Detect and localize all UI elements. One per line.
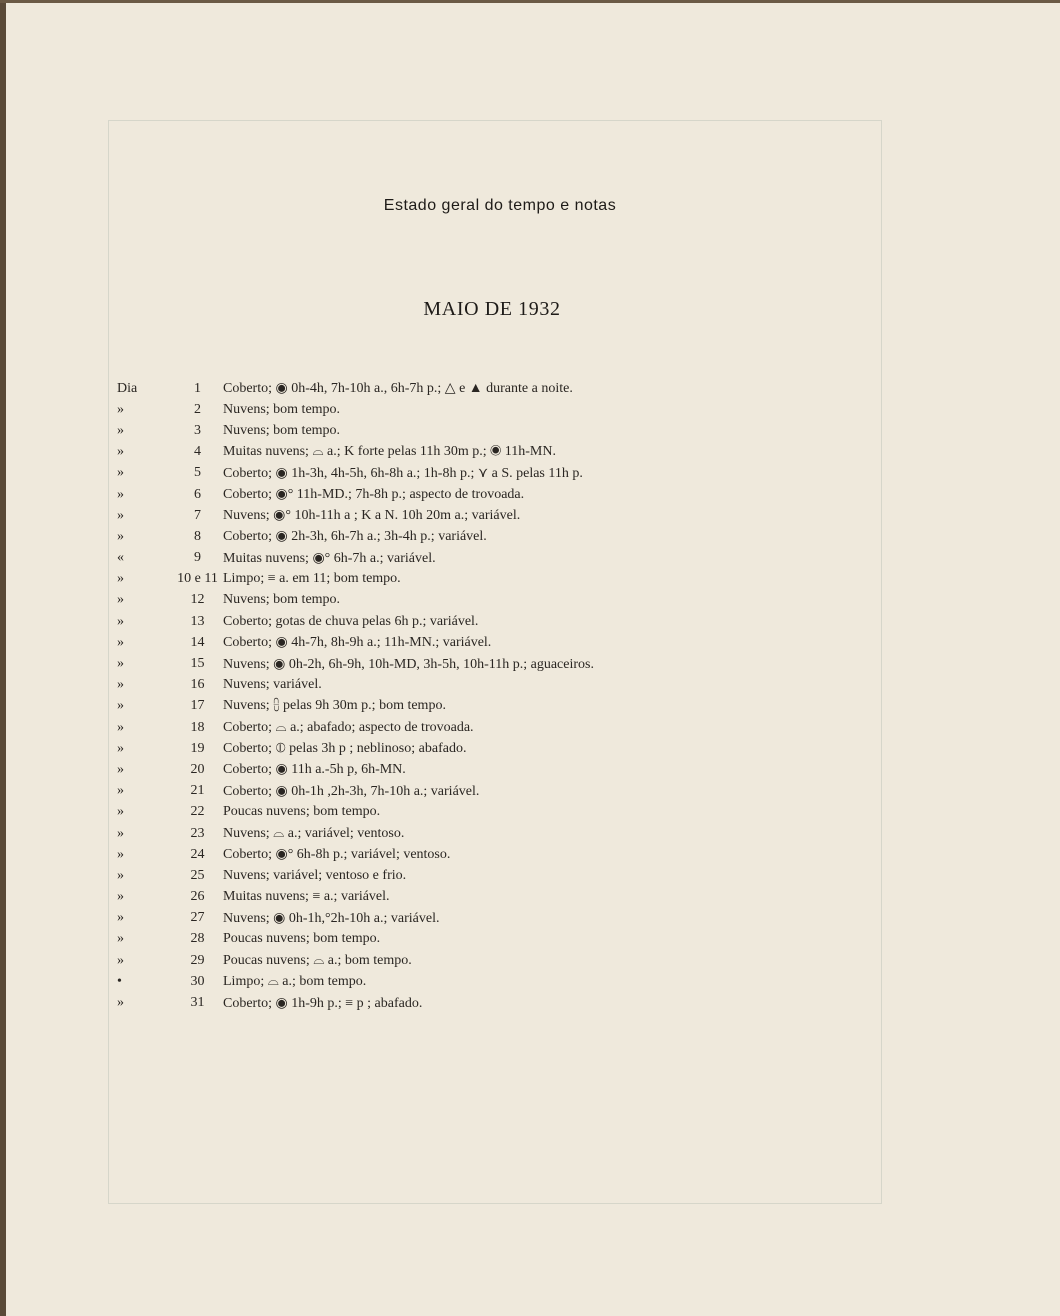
table-row [100,759,700,780]
ditto-mark: » [117,995,124,1011]
weather-note: Coberto; ◉ 11h a.-5h p, 6h-MN. [223,762,406,778]
ditto-mark: » [117,783,124,799]
ditto-mark: » [117,889,124,905]
table-row [100,992,700,1013]
weather-note: Limpo; ≡ a. em 11; bom tempo. [223,571,401,587]
table-row [100,632,700,653]
table-row [100,908,700,929]
day-number: 1 [194,380,201,396]
ditto-mark: » [117,825,124,841]
table-row [100,696,700,717]
day-number: 20 [190,761,205,777]
table-row [100,399,700,420]
table-row [100,971,700,992]
table-row [100,526,700,547]
day-number: 28 [190,931,205,947]
ditto-mark: » [117,571,124,587]
weather-note: Nuvens; bom tempo. [223,422,341,438]
weather-note: Coberto; ◉ 2h-3h, 6h-7h a.; 3h-4h p.; variável. [223,529,487,545]
table-row [100,611,700,632]
table-row [100,844,700,865]
table-row [100,929,700,950]
table-row [100,802,700,823]
weather-note: Muitas nuvens; ⌓ a.; K forte pelas 11h 30m p.; ◉ 11h-MN. [223,444,556,460]
ditto-mark: » [117,677,124,693]
table-row [100,675,700,696]
table-row [100,865,700,886]
day-number: 19 [190,740,205,756]
table-row [100,378,700,399]
day-number: 14 [190,634,205,650]
section-heading: Estado geral do tempo e notas [383,197,617,214]
weather-note: Coberto; ◉ 0h-1h ,2h-3h, 7h-10h a.; variável. [223,783,480,799]
day-number: 24 [190,846,205,862]
ditto-mark: » [117,846,124,862]
day-number: 25 [190,867,205,883]
day-number: 23 [190,825,205,841]
ditto-mark: » [117,952,124,968]
table-row [100,463,700,484]
ditto-mark: » [117,507,124,523]
weather-note: Muitas nuvens; ◉° 6h-7h a.; variável. [223,550,436,566]
ditto-mark: » [117,656,124,672]
weather-note: Coberto; gotas de chuva pelas 6h p.; variável. [223,613,479,629]
ditto-mark: » [117,634,124,650]
day-number: 17 [190,698,205,714]
table-row [100,950,700,971]
ditto-mark: » [117,719,124,735]
ditto-mark: » [117,486,124,502]
table-row [100,548,700,569]
day-number: 16 [190,677,205,693]
day-number: 29 [190,952,205,968]
weather-note: Poucas nuvens; bom tempo. [223,804,381,820]
ditto-mark: » [117,422,124,438]
weather-note: Nuvens; variável. [223,677,322,693]
table-row [100,484,700,505]
ditto-mark: » [117,761,124,777]
ditto-mark: » [117,931,124,947]
page-edge-top [0,0,1060,3]
weather-note: Coberto; ◉ 4h-7h, 8h-9h a.; 11h-MN.; variável. [223,635,492,651]
table-row [100,442,700,463]
day-number: 5 [194,465,201,481]
day-number: 7 [194,507,201,523]
day-number: 13 [190,613,205,629]
day-number: 30 [190,973,205,989]
day-number: 9 [194,550,201,566]
month-title: MAIO DE 1932 [423,298,561,320]
weather-note: Poucas nuvens; bom tempo. [223,931,381,947]
weather-note: Coberto; ◉ 1h-3h, 4h-5h, 6h-8h a.; 1h-8h p.; ⋎ a S. pelas 11h p. [223,465,583,481]
ditto-mark: » [117,910,124,926]
table-row [100,738,700,759]
day-number: 10 e 11 [177,571,218,587]
weather-note: Limpo; ⌓ a.; bom tempo. [223,973,367,989]
weather-note: Coberto; ◉ 0h-4h, 7h-10h a., 6h-7h p.; △ e ▲ durante a noite. [223,381,573,397]
table-row [100,823,700,844]
day-number: 4 [194,444,201,460]
table-row [100,569,700,590]
table-row [100,653,700,674]
weather-note: Muitas nuvens; ≡ a.; variável. [223,889,390,905]
table-row [100,590,700,611]
ditto-mark: » [117,698,124,714]
weather-note: Nuvens; ◉ 0h-2h, 6h-9h, 10h-MD, 3h-5h, 10h-11h p.; aguaceiros. [223,656,594,672]
day-number: 15 [190,656,205,672]
table-row [100,887,700,908]
ditto-mark: » [117,528,124,544]
weather-note: Nuvens; variável; ventoso e frio. [223,867,407,883]
table-row [100,505,700,526]
weather-note: Coberto; ◉° 11h-MD.; 7h-8h p.; aspecto de trovoada. [223,487,525,503]
weather-notes-table [100,378,700,1014]
ditto-mark: « [117,550,124,566]
ditto-mark: Dia [117,380,138,396]
weather-note: Nuvens; ⩉ pelas 9h 30m p.; bom tempo. [223,698,446,714]
ditto-mark: » [117,804,124,820]
weather-note: Coberto; ◉ 1h-9h p.; ≡ p ; abafado. [223,995,423,1011]
ditto-mark: » [117,465,124,481]
weather-note: Nuvens; bom tempo. [223,592,341,608]
day-number: 21 [190,783,205,799]
table-row [100,717,700,738]
table-row [100,781,700,802]
weather-note: Coberto; ◉° 6h-8h p.; variável; ventoso. [223,847,451,863]
day-number: 26 [190,889,205,905]
weather-note: Nuvens; ◉ 0h-1h,°2h-10h a.; variável. [223,910,440,926]
weather-note: Coberto; ⌓ a.; abafado; aspecto de trovoada. [223,719,474,735]
day-number: 8 [194,528,201,544]
ditto-mark: » [117,444,124,460]
weather-note: Coberto; ⦶ pelas 3h p ; neblinoso; abafado. [223,740,467,756]
ditto-mark: » [117,867,124,883]
ditto-mark: • [117,973,122,989]
weather-note: Nuvens; ⌓ a.; variável; ventoso. [223,825,405,841]
day-number: 2 [194,401,201,417]
day-number: 27 [190,910,205,926]
day-number: 12 [190,592,205,608]
weather-note: Nuvens; ◉° 10h-11h a ; K a N. 10h 20m a.; variável. [223,508,521,524]
ditto-mark: » [117,740,124,756]
ditto-mark: » [117,401,124,417]
ditto-mark: » [117,592,124,608]
day-number: 3 [194,422,201,438]
weather-note: Poucas nuvens; ⌓ a.; bom tempo. [223,952,412,968]
table-row [100,420,700,441]
ditto-mark: » [117,613,124,629]
day-number: 31 [190,995,205,1011]
day-number: 22 [190,804,205,820]
day-number: 6 [194,486,201,502]
day-number: 18 [190,719,205,735]
weather-note: Nuvens; bom tempo. [223,401,341,417]
